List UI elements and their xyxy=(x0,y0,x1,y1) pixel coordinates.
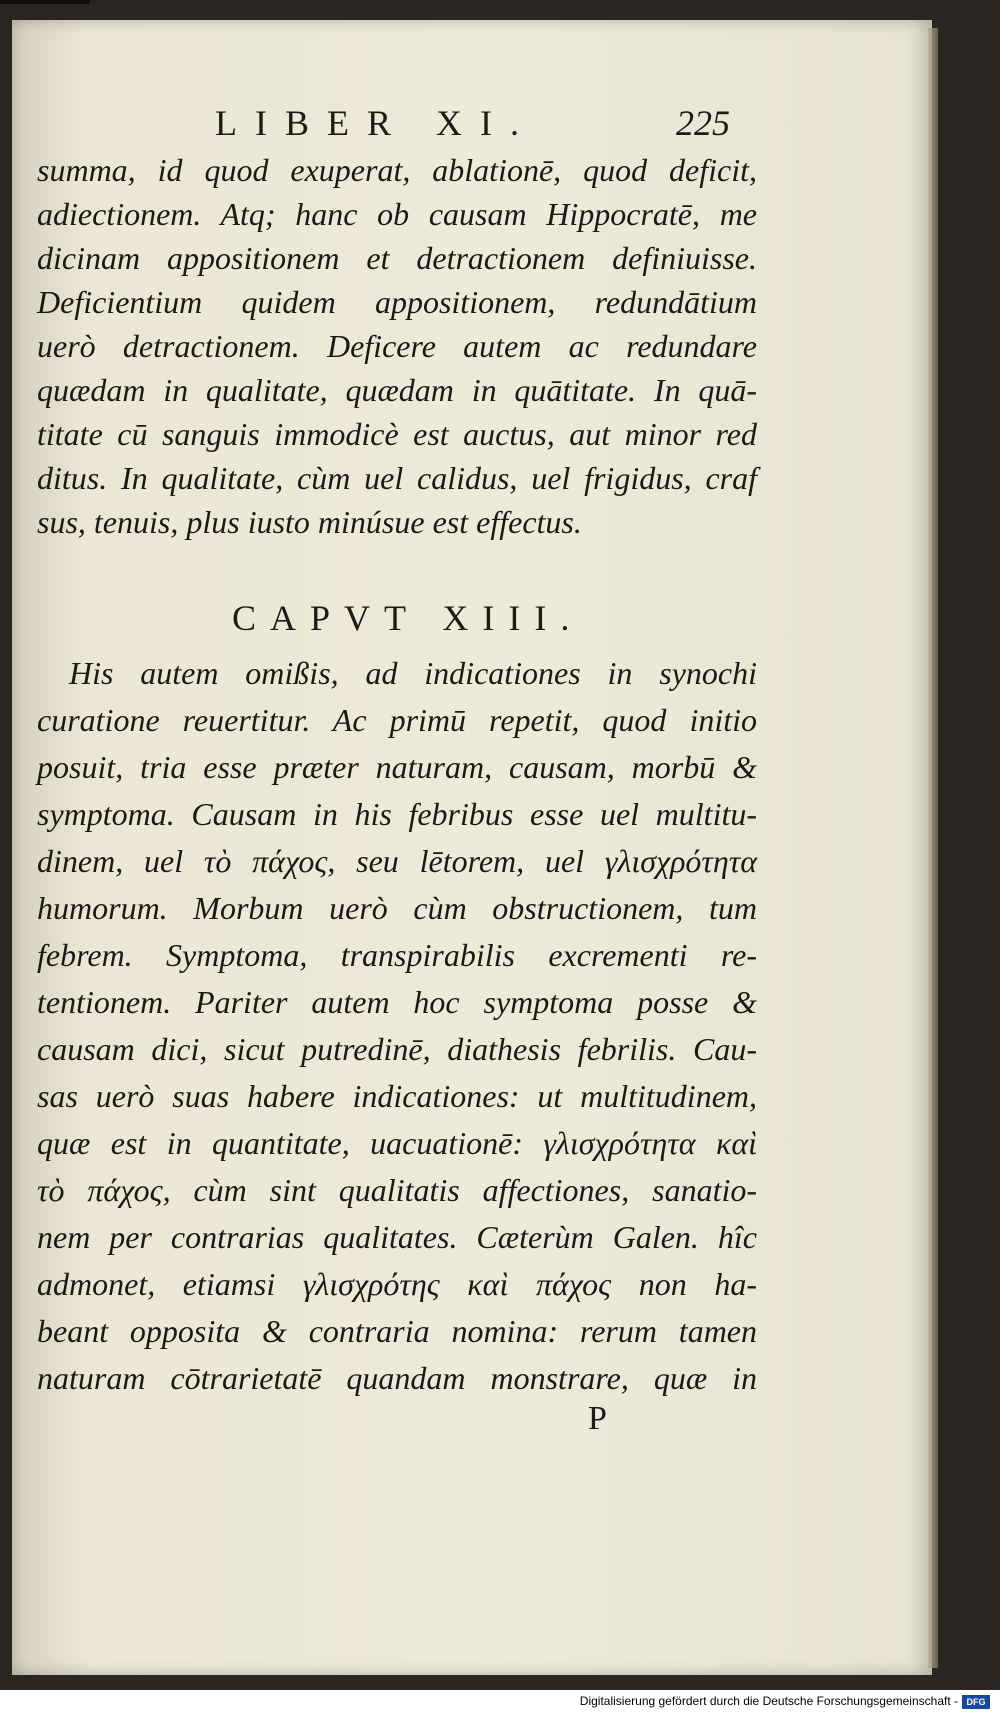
text-line: summa, id quod exuperat, ablationē, quod deficit, xyxy=(37,152,757,188)
text-line: nem per contrarias qualitates. Cæterùm Galen. hîc xyxy=(37,1219,757,1255)
text-line: uerò detractionem. Deficere autem ac redundare xyxy=(37,328,757,364)
text-line: ditus. In qualitate, cùm uel calidus, uel frigidus, craf xyxy=(37,460,757,496)
text-line: beant opposita & contraria nomina: rerum tamen xyxy=(37,1313,757,1349)
footer-strip xyxy=(0,1690,1000,1717)
text-line: posuit, tria esse præter naturam, causam, morbū & xyxy=(37,749,757,785)
text-line: febrem. Symptoma, transpirabilis excrementi re- xyxy=(37,937,757,973)
text-block-1 xyxy=(37,148,757,544)
signature-mark: P xyxy=(588,1400,607,1437)
chapter-heading-row xyxy=(0,597,1000,637)
page-edge-shadow xyxy=(928,28,938,1668)
text-line: quædam in qualitate, quædam in quātitate. In quā- xyxy=(37,372,757,408)
text-line: titate cū sanguis immodicè est auctus, aut minor red xyxy=(37,416,757,452)
running-title: LIBER XI. xyxy=(215,103,537,143)
text-line: sus, tenuis, plus iusto minúsue est effectus. xyxy=(37,504,582,540)
page-number: 225 xyxy=(676,103,730,143)
dfg-logo-icon: DFG xyxy=(962,1695,990,1709)
running-header xyxy=(0,102,1000,142)
text-line: Deficientium quidem appositionem, redundātium xyxy=(37,284,757,320)
text-line: humorum. Morbum uerò cùm obstructionem, tum xyxy=(37,890,757,926)
text-line: His autem omißis, ad indicationes in synochi xyxy=(69,655,757,691)
text-line: quæ est in quantitate, uacuationē: γλισχρότητα καὶ xyxy=(37,1125,757,1161)
footer-credit: Digitalisierung gefördert durch die Deutsche Forschungsgemeinschaft - xyxy=(579,1694,958,1708)
text-line: symptoma. Causam in his febribus esse uel multitu- xyxy=(37,796,757,832)
text-line: dicinam appositionem et detractionem definiuisse. xyxy=(37,240,757,276)
text-line: tentionem. Pariter autem hoc symptoma posse & xyxy=(37,984,757,1020)
text-line: curatione reuertitur. Ac primū repetit, quod initio xyxy=(37,702,757,738)
text-line: admonet, etiamsi γλισχρότης καὶ πάχος non ha- xyxy=(37,1266,757,1302)
text-block-2 xyxy=(37,650,757,1402)
text-line: τὸ πάχος, cùm sint qualitatis affectiones, sanatio- xyxy=(37,1172,757,1208)
text-line: dinem, uel τὸ πάχος, seu lētorem, uel γλισχρότητα xyxy=(37,843,757,879)
text-line: causam dici, sicut putredinē, diathesis febrilis. Cau- xyxy=(37,1031,757,1067)
text-line: naturam cōtrarietatē quandam monstrare, quæ in xyxy=(37,1360,757,1396)
chapter-heading: CAPVT XIII. xyxy=(232,598,584,638)
text-line: adiectionem. Atq; hanc ob causam Hippocratē, me xyxy=(37,196,757,232)
text-line: sas uerò suas habere indicationes: ut multitudinem, xyxy=(37,1078,757,1114)
